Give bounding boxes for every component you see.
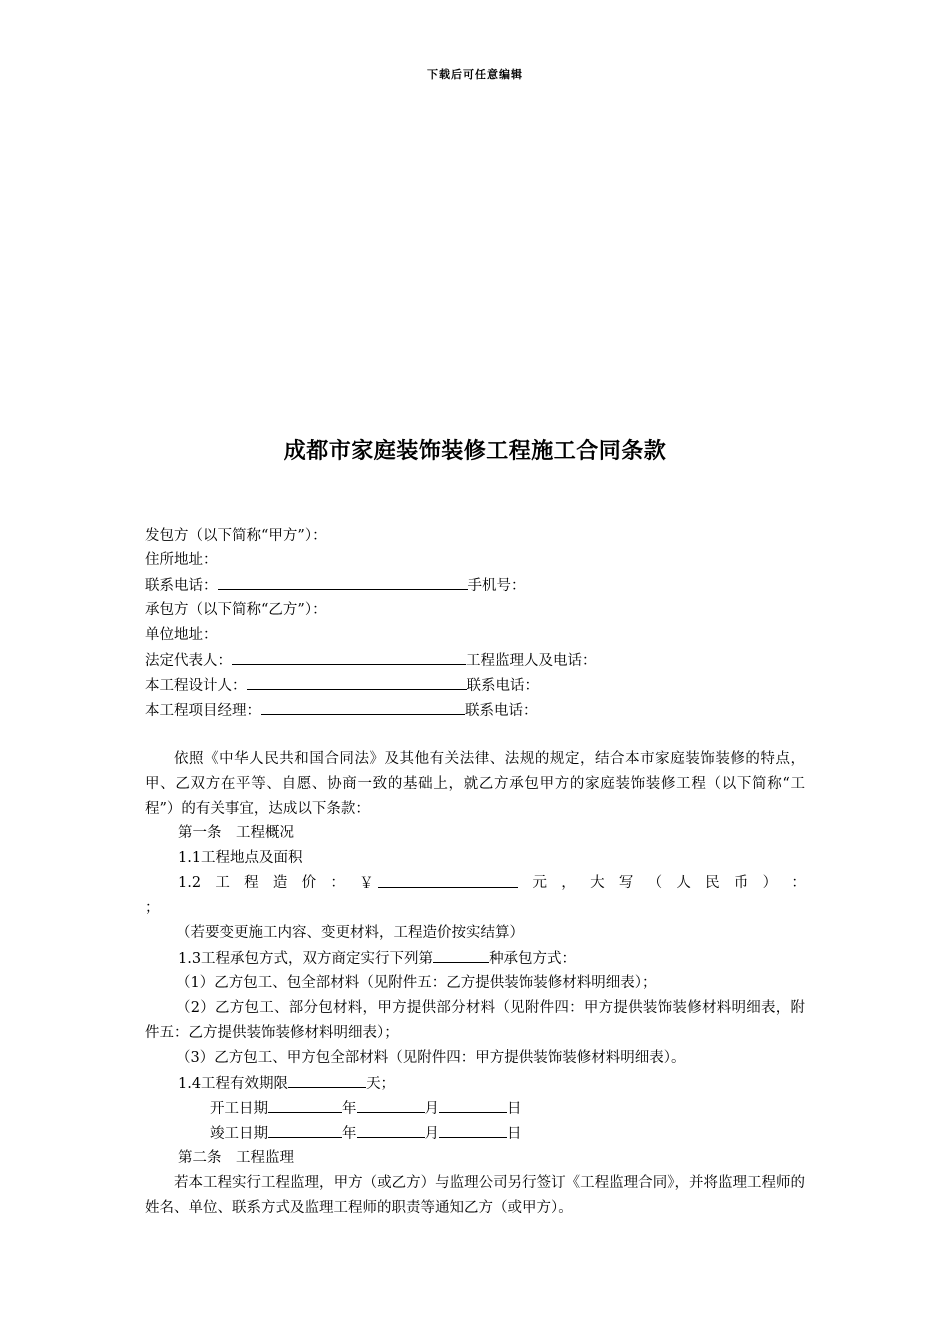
month-label: 月	[424, 1101, 439, 1117]
contractor-label: 承包方（以下简称“乙方”）：	[145, 602, 327, 618]
s12-part: ：	[330, 875, 345, 891]
pm-blank	[261, 698, 465, 715]
s12-part: （	[647, 875, 663, 891]
mode-blank	[433, 946, 489, 963]
pm-line	[145, 698, 538, 723]
section-1-2	[178, 871, 806, 896]
price-note: （若要变更施工内容、变更材料，工程造价按实结算）	[176, 925, 524, 941]
start-month-blank	[357, 1096, 425, 1113]
option-3: （3）乙方包工、甲方包全部材料（见附件四：甲方提供装饰装修材料明细表）。	[176, 1050, 686, 1066]
start-year-blank	[268, 1096, 342, 1113]
month-label: 月	[424, 1126, 439, 1142]
contractor-line	[145, 598, 327, 623]
s12-part: ：	[791, 875, 806, 891]
contact-phone-label: 联系电话：	[145, 578, 218, 594]
s12-part: 写	[618, 875, 634, 891]
employer-line	[145, 524, 327, 549]
year-label: 年	[342, 1101, 357, 1117]
s12-part: 币	[733, 875, 749, 891]
day-label: 日	[507, 1126, 522, 1142]
option-1: （1）乙方包工、包全部材料（见附件五：乙方提供装饰装修材料明细表）；	[176, 975, 657, 991]
document-title: 成都市家庭装饰装修工程施工合同条款	[283, 438, 667, 464]
year-label: 年	[342, 1126, 357, 1142]
legal-rep-line	[145, 648, 597, 673]
section-1-2-tail: ；	[145, 900, 160, 916]
start-day-blank	[439, 1096, 507, 1113]
s13-prefix: 1.3工程承包方式，双方商定实行下列第	[178, 951, 434, 967]
s12-part: 民	[705, 875, 720, 891]
end-day-blank	[439, 1121, 507, 1138]
designer-phone-label: 联系电话：	[466, 678, 539, 694]
s14-suffix: 天；	[366, 1076, 396, 1092]
s12-part: 元	[532, 875, 548, 891]
legal-rep-blank	[232, 648, 466, 665]
section-1-1: 1.1工程地点及面积	[178, 850, 303, 866]
end-label: 竣工日期	[210, 1126, 268, 1142]
designer-label: 本工程设计人：	[145, 678, 247, 694]
contact-phone-blank	[218, 573, 468, 590]
mobile-label: 手机号：	[467, 578, 526, 594]
article2-heading: 第二条 工程监理	[178, 1150, 294, 1166]
pm-label: 本工程项目经理：	[145, 703, 261, 719]
s12-part: ，	[561, 875, 576, 891]
s12-part: 1.2	[178, 875, 202, 891]
s12-part: 程	[244, 875, 259, 891]
section-1-3	[178, 946, 576, 971]
s12-part: 大	[590, 875, 605, 891]
contact-phone-line	[145, 573, 526, 598]
price-blank	[378, 871, 518, 888]
s12-part: 人	[676, 875, 691, 891]
unit-address-line	[145, 623, 218, 648]
header-note: 下载后可任意编辑	[427, 68, 523, 81]
s12-part: ）	[762, 875, 778, 891]
section-1-4	[178, 1071, 395, 1096]
start-label: 开工日期	[210, 1101, 268, 1117]
unit-address-label: 单位地址：	[145, 627, 218, 643]
s13-suffix: 种承包方式：	[489, 951, 577, 967]
s12-part: ￥	[359, 871, 518, 896]
pm-phone-label: 联系电话：	[465, 703, 538, 719]
s12-part: 造	[272, 875, 288, 891]
employer-label: 发包方（以下简称“甲方”）：	[145, 528, 327, 544]
address-line	[145, 548, 218, 573]
end-month-blank	[357, 1121, 425, 1138]
designer-blank	[247, 673, 467, 690]
intro-paragraph: 依照《中华人民共和国合同法》及其他有关法律、法规的规定，结合本市家庭装饰装修的特点，甲、乙双方在平等、自愿、协商一致的基础上，就乙方承包甲方的家庭装饰装修工程（以下简称“工程”）的有关事宜，达成以下条款：	[145, 751, 805, 817]
end-year-blank	[268, 1121, 342, 1138]
start-date-line	[210, 1096, 522, 1121]
s14-prefix: 1.4工程有效期限	[178, 1076, 289, 1092]
duration-blank	[288, 1071, 366, 1088]
s12-part: 价	[301, 875, 317, 891]
designer-line	[145, 673, 539, 698]
end-date-line	[210, 1121, 522, 1146]
supervisor-label: 工程监理人及电话：	[466, 653, 597, 669]
article1-heading: 第一条 工程概况	[178, 825, 294, 841]
option-2: （2）乙方包工、部分包材料，甲方提供部分材料（见附件四：甲方提供装饰装修材料明细表，附件五：乙方提供装饰装修材料明细表）；	[145, 1000, 805, 1041]
s12-part: 工	[215, 875, 230, 891]
legal-rep-label: 法定代表人：	[145, 653, 232, 669]
address-label: 住所地址：	[145, 552, 218, 568]
article2-body: 若本工程实行工程监理，甲方（或乙方）与监理公司另行签订《工程监理合同》，并将监理工程师的姓名、单位、联系方式及监理工程师的职责等通知乙方（或甲方）。	[145, 1175, 805, 1216]
day-label: 日	[507, 1101, 522, 1117]
